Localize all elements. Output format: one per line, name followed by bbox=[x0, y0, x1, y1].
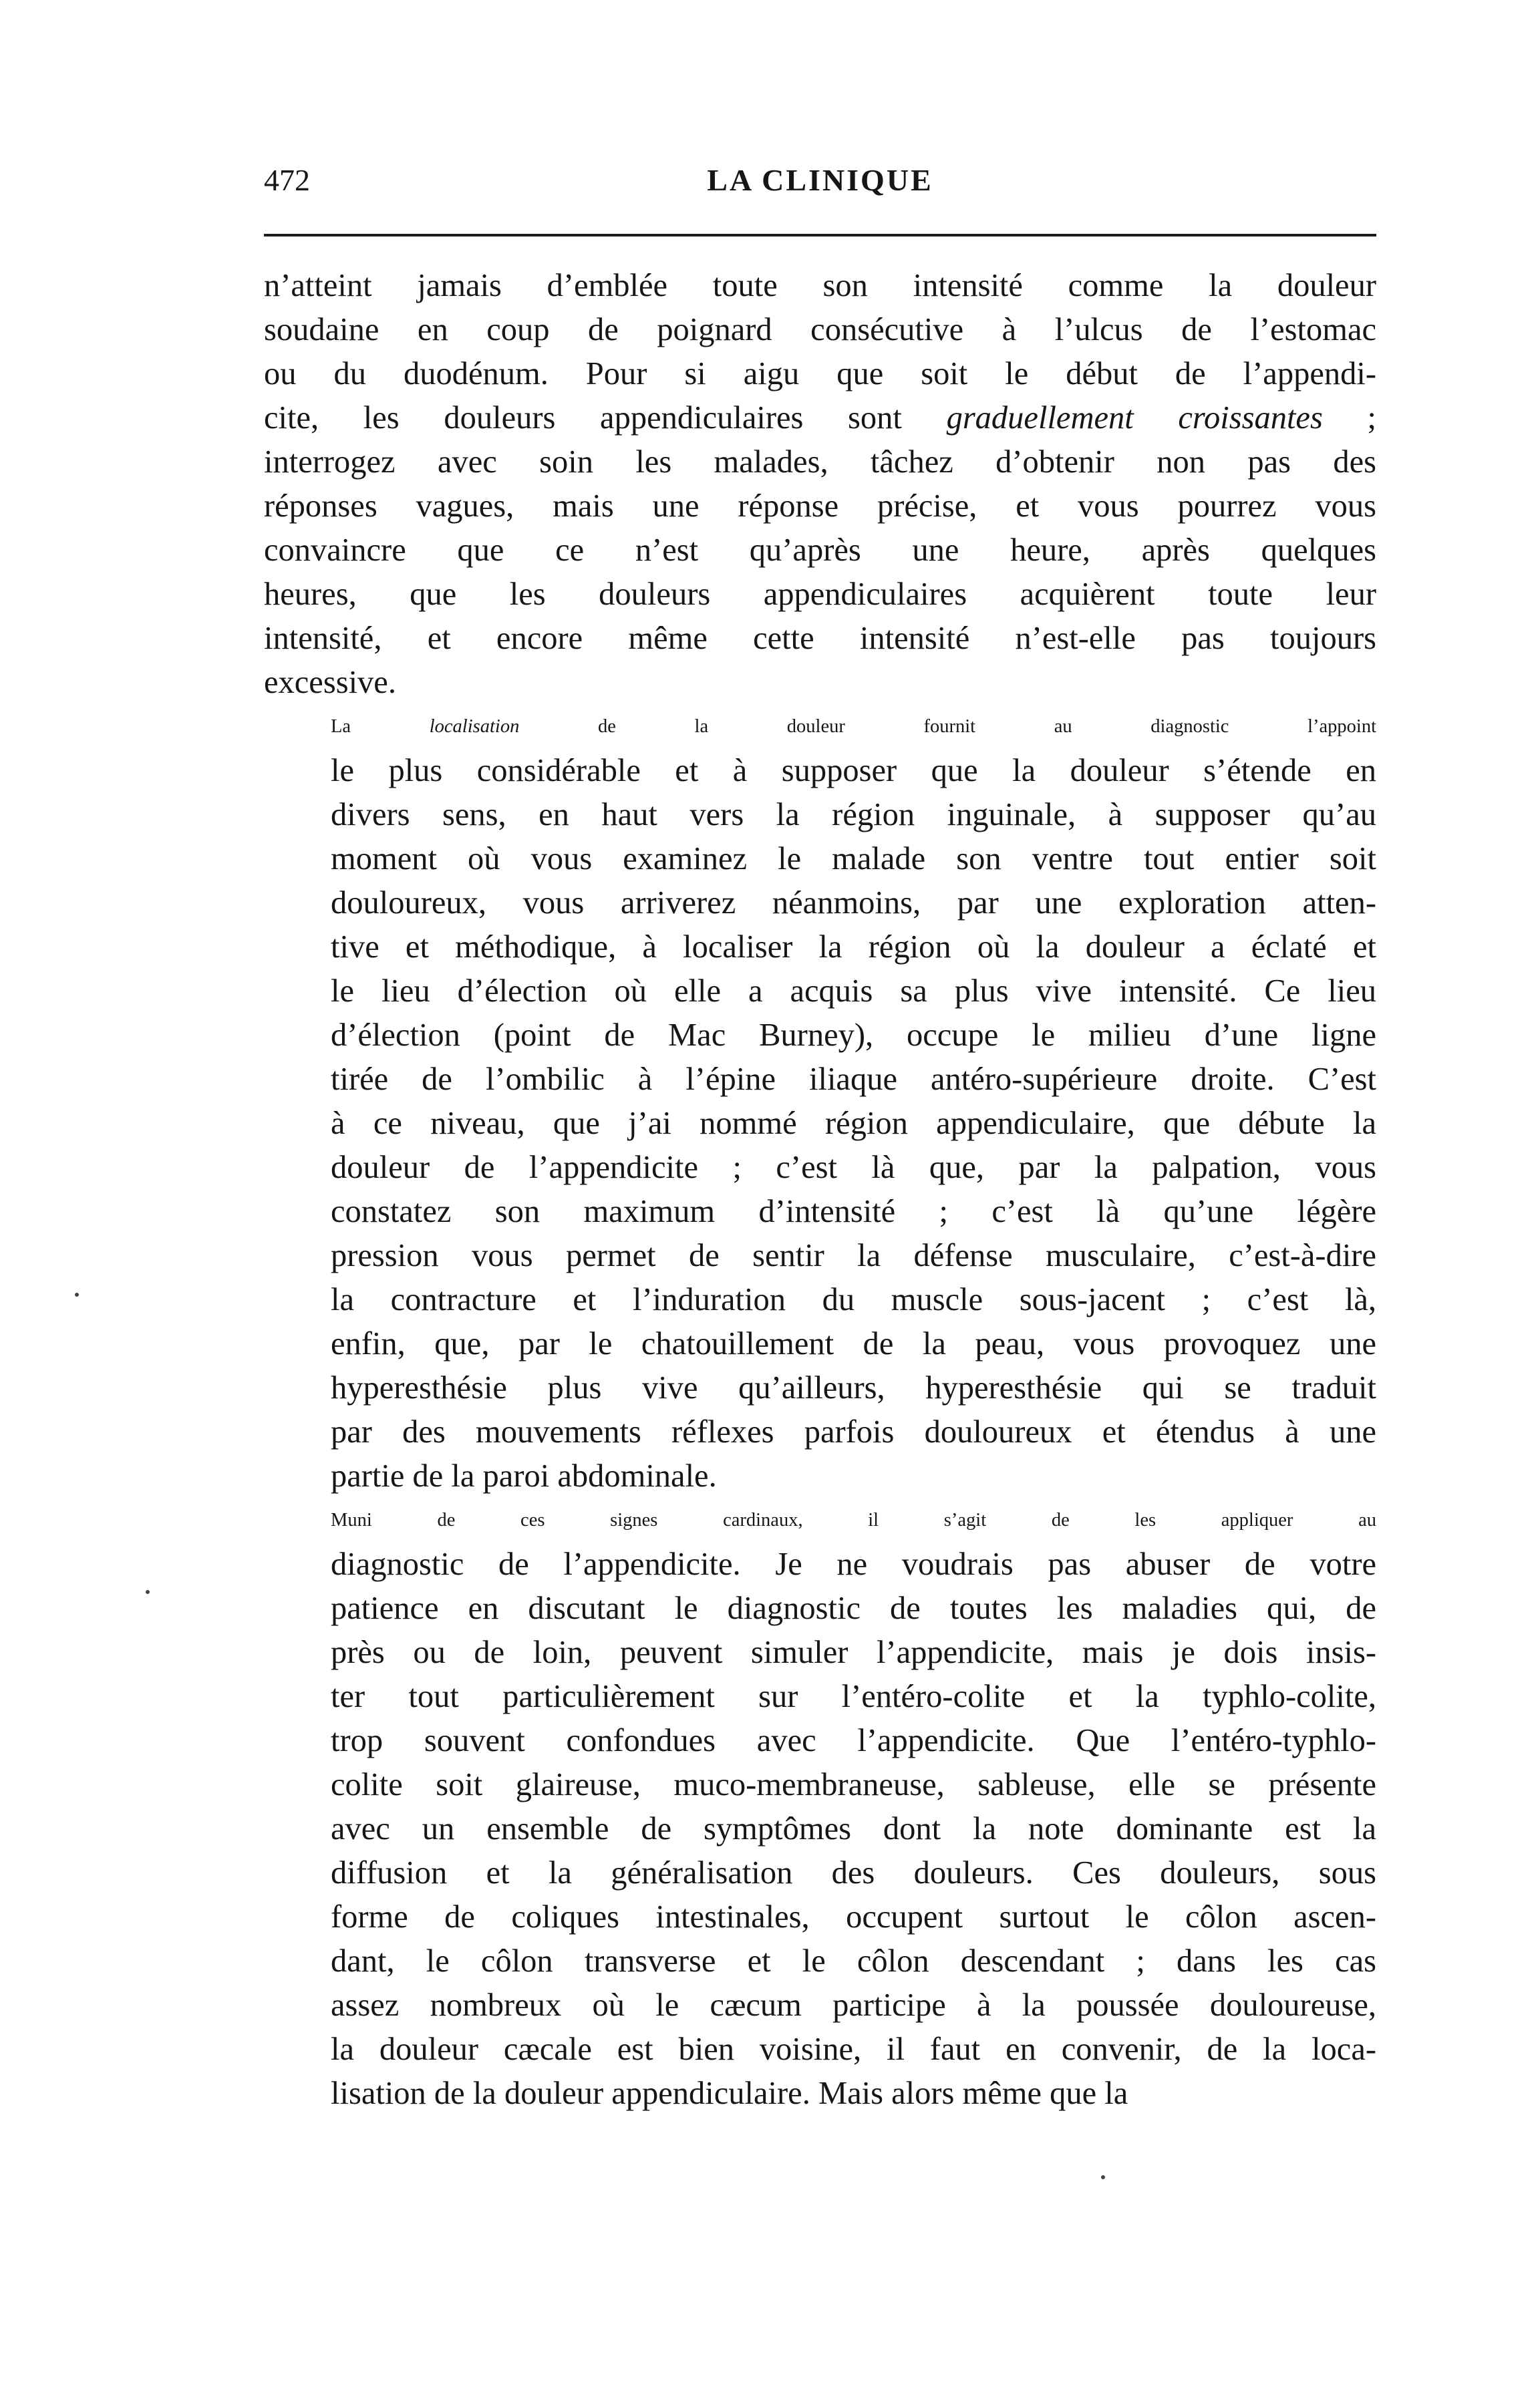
paragraph bbox=[264, 264, 1376, 705]
text-line: excessive. bbox=[264, 665, 396, 700]
text-line: par des mouvements réflexes parfois douloureux et étendus à une bbox=[331, 1414, 1376, 1450]
text-line: ou du duodénum. Pour si aigu que soit le début de l’appendi- bbox=[264, 356, 1376, 391]
text-line: avec un ensemble de symptômes dont la note dominante est la bbox=[331, 1811, 1376, 1847]
text-line: la contracture et l’induration du muscle sous-jacent ; c’est là, bbox=[331, 1282, 1376, 1317]
text-line: ter tout particulièrement sur l’entéro-colite et la typhlo-colite, bbox=[331, 1679, 1376, 1714]
text-line: à ce niveau, que j’ai nommé région appendiculaire, que débute la bbox=[331, 1106, 1376, 1141]
text-line: intensité, et encore même cette intensité n’est-elle pas toujours bbox=[264, 621, 1376, 656]
text-line: tirée de l’ombilic à l’épine iliaque antéro-supérieure droite. C’est bbox=[331, 1062, 1376, 1097]
text-line: moment où vous examinez le malade son ventre tout entier soit bbox=[331, 841, 1376, 876]
page-number: 472 bbox=[264, 163, 310, 197]
running-head bbox=[264, 160, 1376, 200]
text-line: diagnostic de l’appendicite. Je ne voudrais pas abuser de votre bbox=[331, 1547, 1376, 1582]
text-line: heures, que les douleurs appendiculaires acquièrent toute leur bbox=[264, 577, 1376, 612]
text-line: forme de coliques intestinales, occupent surtout le côlon ascen- bbox=[331, 1899, 1376, 1935]
body-text bbox=[264, 264, 1376, 2116]
text-line: soudaine en coup de poignard consécutive à l’ulcus de l’estomac bbox=[264, 312, 1376, 347]
text-line: partie de la paroi abdominale. bbox=[331, 1458, 717, 1494]
header-rule bbox=[264, 234, 1376, 236]
text-line: douleur de l’appendicite ; c’est là que, par la palpation, vous bbox=[331, 1150, 1376, 1185]
text-line: cite, les douleurs appendiculaires sont graduellement croissantes ; bbox=[264, 400, 1376, 436]
text-line: assez nombreux où le cæcum participe à la poussée douloureuse, bbox=[331, 1987, 1376, 2023]
text-line: patience en discutant le diagnostic de toutes les maladies qui, de bbox=[331, 1591, 1376, 1626]
text-line: trop souvent confondues avec l’appendicite. Que l’entéro-typhlo- bbox=[331, 1723, 1376, 1758]
italic-phrase: graduellement croissantes bbox=[946, 400, 1323, 436]
text-line: dant, le côlon transverse et le côlon descendant ; dans les cas bbox=[331, 1943, 1376, 1979]
text-line: diffusion et la généralisation des douleurs. Ces douleurs, sous bbox=[331, 1855, 1376, 1891]
text-line: La localisation de la douleur fournit au diagnostic l’appoint bbox=[331, 716, 1376, 737]
scan-speck bbox=[146, 1590, 150, 1594]
scan-speck bbox=[1101, 2175, 1105, 2179]
paragraph bbox=[264, 705, 1376, 1498]
text-line: enfin, que, par le chatouillement de la peau, vous provoquez une bbox=[331, 1326, 1376, 1362]
running-title: LA CLINIQUE bbox=[707, 163, 933, 197]
text-line: hyperesthésie plus vive qu’ailleurs, hyperesthésie qui se traduit bbox=[331, 1370, 1376, 1406]
text-line: constatez son maximum d’intensité ; c’est là qu’une légère bbox=[331, 1194, 1376, 1229]
text-line: douloureux, vous arriverez néanmoins, par une exploration atten- bbox=[331, 885, 1376, 921]
italic-phrase: localisation bbox=[429, 716, 520, 737]
text-line: la douleur cæcale est bien voisine, il faut en convenir, de la loca- bbox=[331, 2032, 1376, 2067]
text-line: divers sens, en haut vers la région inguinale, à supposer qu’au bbox=[331, 797, 1376, 832]
text-line: réponses vagues, mais une réponse précise, et vous pourrez vous bbox=[264, 488, 1376, 524]
text-line: d’élection (point de Mac Burney), occupe le milieu d’une ligne bbox=[331, 1017, 1376, 1053]
text-line: le plus considérable et à supposer que la douleur s’étende en bbox=[331, 753, 1376, 788]
text-line: tive et méthodique, à localiser la région où la douleur a éclaté et bbox=[331, 929, 1376, 965]
text-line: le lieu d’élection où elle a acquis sa plus vive intensité. Ce lieu bbox=[331, 973, 1376, 1009]
scan-speck bbox=[75, 1293, 79, 1297]
text-line: colite soit glaireuse, muco-membraneuse, sableuse, elle se présente bbox=[331, 1767, 1376, 1802]
text-line: n’atteint jamais d’emblée toute son intensité comme la douleur bbox=[264, 268, 1376, 303]
text-line: lisation de la douleur appendiculaire. Mais alors même que la bbox=[331, 2076, 1128, 2111]
text-line: convaincre que ce n’est qu’après une heure, après quelques bbox=[264, 532, 1376, 568]
text-line: pression vous permet de sentir la défense musculaire, c’est-à-dire bbox=[331, 1238, 1376, 1273]
text-line: près ou de loin, peuvent simuler l’appendicite, mais je dois insis- bbox=[331, 1635, 1376, 1670]
paragraph bbox=[264, 1498, 1376, 2116]
text-line: Muni de ces signes cardinaux, il s’agit de les appliquer au bbox=[331, 1510, 1376, 1531]
text-line: interrogez avec soin les malades, tâchez d’obtenir non pas des bbox=[264, 444, 1376, 480]
